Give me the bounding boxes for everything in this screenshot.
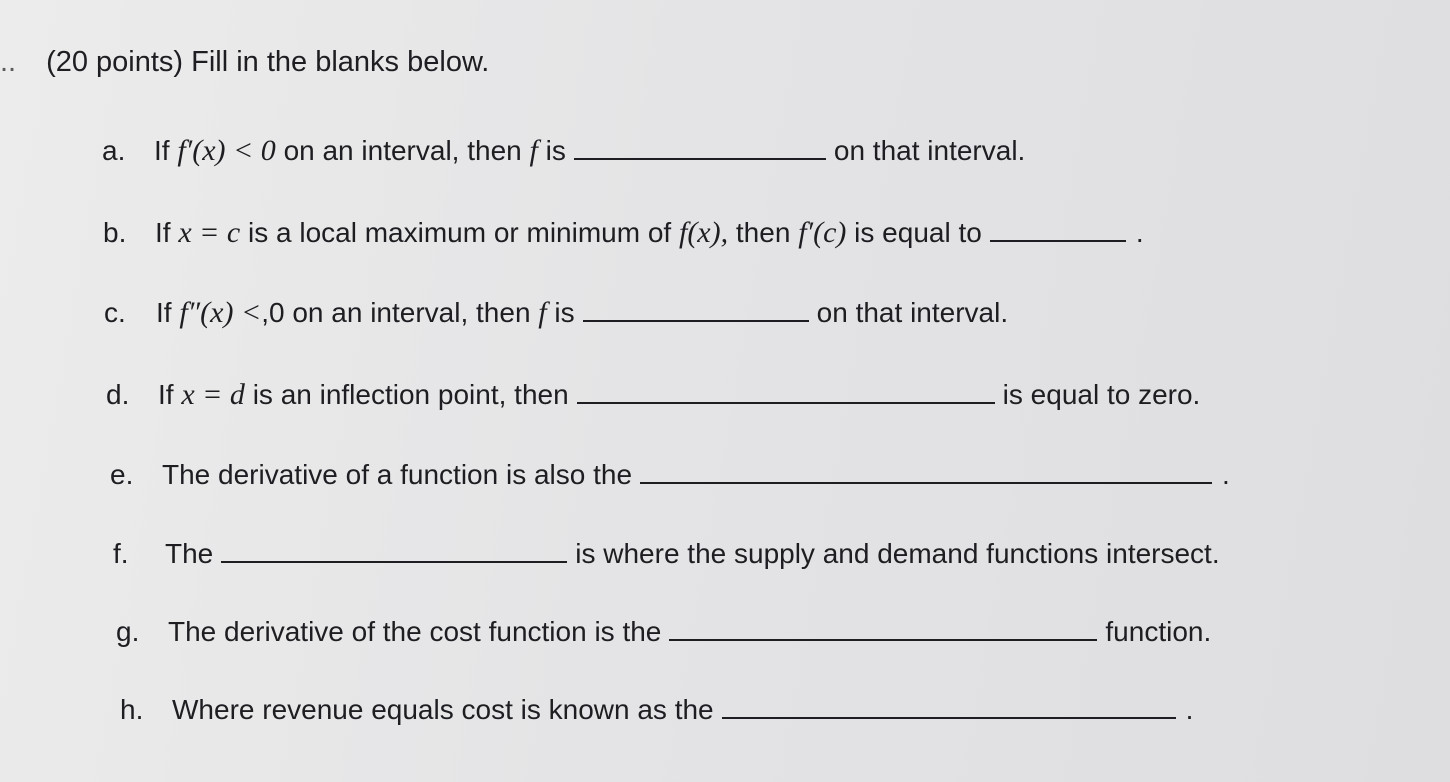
item-d (106, 378, 1200, 412)
item-f (113, 537, 1220, 570)
item-b (103, 216, 1144, 250)
answer-blank[interactable] (583, 296, 809, 322)
item-text: If (154, 135, 170, 166)
answer-blank[interactable] (669, 615, 1097, 641)
item-text: is equal to zero. (1002, 379, 1201, 410)
item-text: . (1185, 694, 1194, 725)
math-expression: f′(x) < 0 (177, 134, 276, 167)
item-text: on that interval. (816, 297, 1009, 328)
answer-blank[interactable] (640, 458, 1212, 484)
item-label: b. (103, 217, 127, 248)
item-c (104, 296, 1008, 330)
item-text: The derivative of the cost function is the (168, 616, 662, 647)
item-text: is an inflection point, then (252, 379, 569, 410)
item-text: is equal to (854, 217, 982, 248)
math-expression: x = c (178, 216, 241, 249)
item-text: is (545, 135, 566, 166)
math-expression: f (538, 296, 547, 329)
item-text: The derivative of a function is also the (162, 459, 633, 490)
item-text: on an interval, then (283, 135, 522, 166)
item-text: is a local maximum or minimum of (248, 217, 672, 248)
item-text: Where revenue equals cost is known as the (172, 694, 714, 725)
question-header (0, 46, 489, 79)
item-text: If (156, 297, 172, 328)
item-a (102, 134, 1025, 168)
item-text: If (158, 379, 174, 410)
question-number: .. (0, 46, 17, 78)
item-text: function. (1105, 616, 1212, 647)
item-label: d. (106, 379, 130, 410)
answer-blank[interactable] (990, 216, 1126, 242)
math-expression: f″(x) < (179, 296, 262, 329)
math-expression: x = d (181, 378, 245, 411)
answer-blank[interactable] (577, 378, 995, 404)
item-e (110, 458, 1230, 491)
item-label: e. (110, 459, 134, 490)
item-label: f. (113, 538, 129, 569)
answer-blank[interactable] (574, 134, 826, 160)
item-h (120, 693, 1193, 726)
item-label: c. (104, 297, 126, 328)
item-label: h. (120, 694, 144, 725)
item-text: The (165, 538, 214, 569)
item-text: . (1222, 459, 1230, 490)
item-text: on that interval. (833, 135, 1026, 166)
answer-blank[interactable] (221, 537, 567, 563)
math-expression: f(x), (678, 216, 729, 249)
item-label: a. (102, 135, 126, 166)
item-label: g. (116, 616, 140, 647)
item-g (116, 615, 1211, 648)
item-text: . (1135, 217, 1144, 248)
item-text: If (155, 217, 171, 248)
item-text: is where the supply and demand functions intersect. (575, 538, 1220, 569)
math-expression: f′(c) (798, 216, 847, 249)
question-title: (20 points) Fill in the blanks below. (46, 46, 490, 78)
item-text: then (735, 217, 791, 248)
item-text: is (554, 297, 575, 328)
answer-blank[interactable] (722, 693, 1176, 719)
item-text: ,0 on an interval, then (261, 297, 531, 328)
math-expression: f (529, 134, 538, 167)
